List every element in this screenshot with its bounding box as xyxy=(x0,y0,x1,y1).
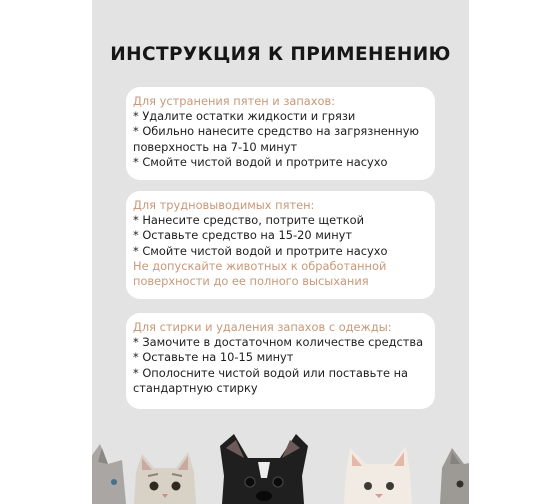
list-item: * Нанесите средство, потрите щеткой xyxy=(133,213,365,228)
section-heading: Для стирки и удаления запахов с одежды: xyxy=(133,320,392,334)
list-item: * Ополосните чистой водой или поставьте на стандартную стирку xyxy=(133,365,409,395)
list-item: * Оставьте средство на 15-20 минут xyxy=(133,228,353,243)
page-title: ИНСТРУКЦИЯ К ПРИМЕНЕНИЮ xyxy=(110,44,451,65)
list-item: * Оставьте на 10-15 минут xyxy=(133,350,294,365)
section-heading: Для устранения пятен и запахов: xyxy=(133,94,336,108)
list-item: * Смойте чистой водой и протрите насухо xyxy=(133,243,388,258)
instruction-card-tough-stains xyxy=(126,191,435,299)
list-item: * Смойте чистой водой и протрите насухо xyxy=(133,154,388,169)
instruction-panel xyxy=(92,0,469,504)
cat-icon xyxy=(440,448,469,504)
pets-illustration xyxy=(92,424,469,504)
list-item: * Удалите остатки жидкости и грязи xyxy=(133,109,356,124)
list-item: * Замочите в достаточном количестве средства xyxy=(133,335,424,350)
cat-icon xyxy=(92,444,126,504)
list-item: * Обильно нанесите средство на загрязненную поверхность на 7-10 минут xyxy=(133,124,420,154)
cat-icon xyxy=(344,446,412,504)
instruction-card-laundry xyxy=(126,313,435,409)
warning-note: Не допускайте животных к обработанной поверхности до ее полного высыхания xyxy=(133,258,387,289)
cat-icon xyxy=(134,452,196,504)
dog-icon xyxy=(220,434,308,504)
instruction-card-stains xyxy=(126,87,435,180)
section-heading: Для трудновыводимых пятен: xyxy=(133,198,315,212)
